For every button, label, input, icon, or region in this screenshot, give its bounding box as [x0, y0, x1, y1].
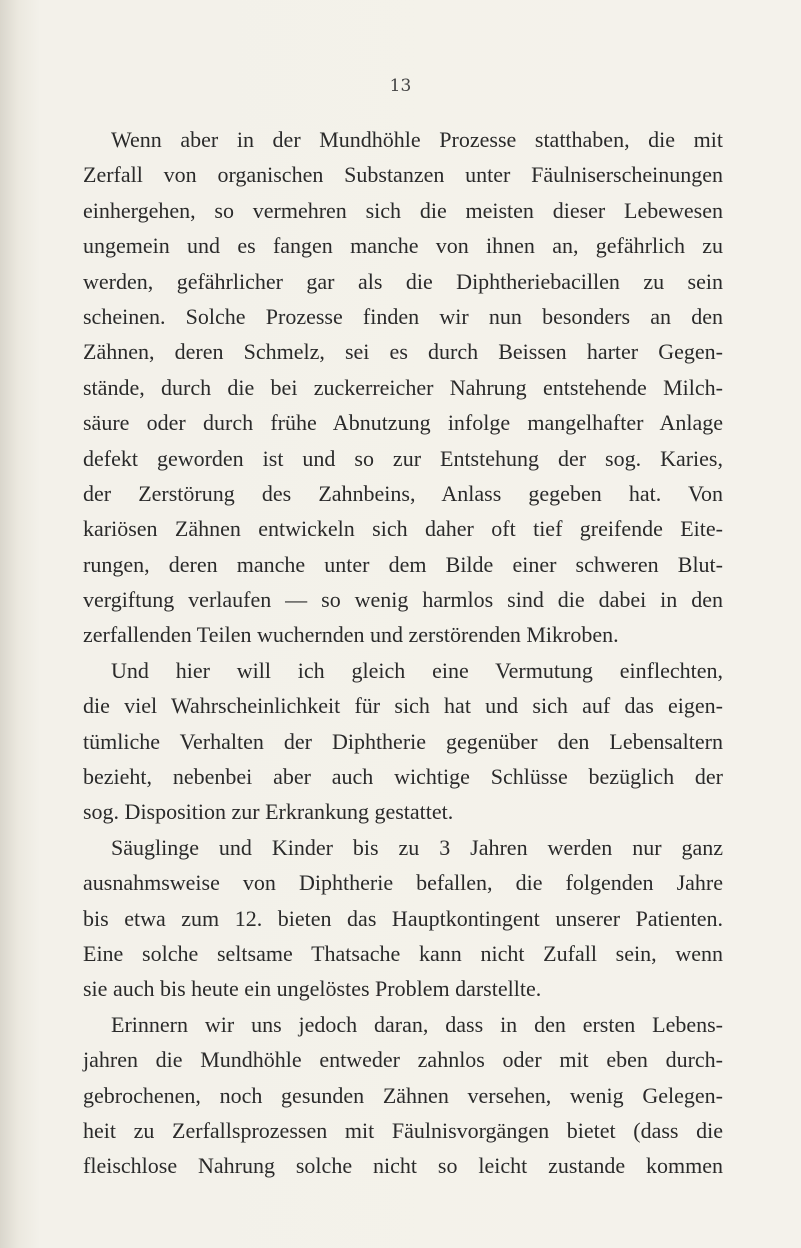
text-line: Und hier will ich gleich eine Vermutung einflechten, [111, 657, 723, 683]
text-line: ungemein und es fangen manche von ihnen an, gefährlich zu [83, 233, 723, 259]
text-line: bis etwa zum 12. bieten das Hauptkontingent unserer Patienten. [83, 905, 723, 931]
text-line: werden, gefährlicher gar als die Diphtheriebacillen zu sein [83, 268, 723, 294]
text-line: Wenn aber in der Mundhöhle Prozesse statthaben, die mit [111, 127, 723, 152]
text-line: die viel Wahrscheinlichkeit für sich hat und sich auf das eigen- [83, 693, 723, 719]
text-line: Zerfall von organischen Substanzen unter Fäulniserscheinungen [83, 162, 723, 188]
text-line: gebrochenen, noch gesunden Zähnen versehen, wenig Gelegen- [83, 1082, 723, 1108]
text-line: rungen, deren manche unter dem Bilde einer schweren Blut- [83, 551, 723, 577]
text-line: jahren die Mundhöhle entweder zahnlos oder mit eben durch- [83, 1047, 723, 1073]
text-line: Säuglinge und Kinder bis zu 3 Jahren werden nur ganz [111, 834, 723, 860]
page-number: 13 [389, 76, 412, 96]
text-line: zerfallenden Teilen wuchernden und zerstörenden Mikroben. [83, 622, 619, 648]
text-line: kariösen Zähnen entwickeln sich daher oft tief greifende Eite- [83, 516, 723, 542]
text-line: vergiftung verlaufen — so wenig harmlos sind die dabei in den [83, 587, 723, 613]
text-line: säure oder durch frühe Abnutzung infolge mangelhafter Anlage [83, 410, 723, 436]
text-line: defekt geworden ist und so zur Entstehung der sog. Karies, [83, 445, 723, 471]
text-line: stände, durch die bei zuckerreicher Nahrung entstehende Milch- [83, 374, 723, 400]
text-line: einhergehen, so vermehren sich die meisten dieser Lebewesen [83, 197, 723, 223]
text-line: heit zu Zerfallsprozessen mit Fäulnisvorgängen bietet (dass die [83, 1117, 723, 1143]
text-line: sog. Disposition zur Erkrankung gestattet. [83, 799, 454, 825]
text-line: Erinnern wir uns jedoch daran, dass in den ersten Lebens- [111, 1011, 723, 1037]
text-line: tümliche Verhalten der Diphtherie gegenüber den Lebensaltern [83, 728, 723, 754]
body-text [83, 122, 723, 1184]
text-line: Eine solche seltsame Thatsache kann nicht Zufall sein, wenn [83, 940, 723, 966]
text-line: fleischlose Nahrung solche nicht so leicht zustande kommen [83, 1153, 723, 1179]
text-line: der Zerstörung des Zahnbeins, Anlass gegeben hat. Von [83, 480, 723, 506]
text-line: sie auch bis heute ein ungelöstes Problem darstellte. [83, 976, 542, 1002]
text-line: bezieht, nebenbei aber auch wichtige Schlüsse bezüglich der [83, 764, 723, 790]
text-line: ausnahmsweise von Diphtherie befallen, die folgenden Jahre [83, 870, 723, 896]
text-line: scheinen. Solche Prozesse finden wir nun besonders an den [83, 303, 723, 329]
text-line: Zähnen, deren Schmelz, sei es durch Beissen harter Gegen- [83, 339, 723, 365]
